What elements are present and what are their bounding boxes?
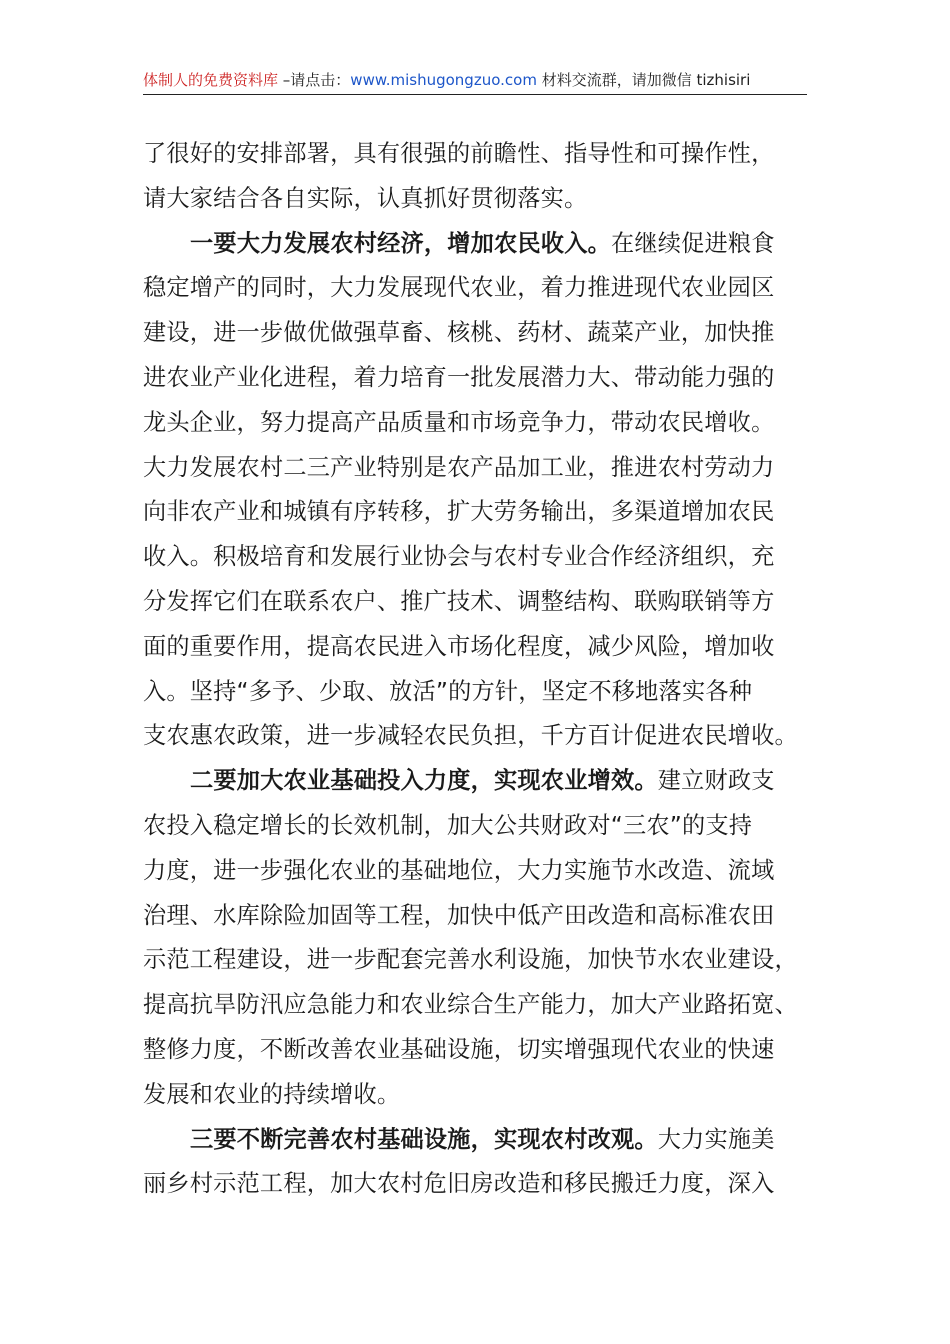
line-text: 整修力度，不断改善农业基础设施，切实增强现代农业的快速 xyxy=(143,1035,775,1063)
line-text: 稳定增产的同时，大力发展现代农业，着力推进现代农业园区 xyxy=(143,274,775,302)
line-text: 在继续促进粮食 xyxy=(610,229,775,257)
text-line xyxy=(143,849,811,894)
line-text: 支农惠农政策，进一步减轻农民负担，千方百计促进农民增收。 xyxy=(143,722,798,750)
text-line xyxy=(143,983,811,1028)
line-text: 龙头企业，努力提高产品质量和市场竞争力，带动农民增收。 xyxy=(143,408,775,436)
text-line xyxy=(143,1073,811,1118)
text-line xyxy=(143,401,811,446)
line-text: 治理、水库除险加固等工程，加快中低产田改造和高标准农田 xyxy=(143,901,775,929)
section-heading: 一要大力发展农村经济，增加农民收入。 xyxy=(190,229,611,257)
text-line xyxy=(143,714,811,759)
text-line xyxy=(143,1162,811,1207)
line-text: 建设，进一步做优做强草畜、核桃、药材、蔬菜产业，加快推 xyxy=(143,319,775,347)
line-text: 农投入稳定增长的长效机制，加大公共财政对“三农”的支持 xyxy=(143,811,753,839)
line-text: 大力实施美 xyxy=(657,1125,775,1153)
text-line xyxy=(143,625,811,670)
text-line xyxy=(143,311,811,356)
document-body xyxy=(143,132,811,1207)
text-line xyxy=(143,356,811,401)
line-text: 示范工程建设，进一步配套完善水利设施，加快节水农业建设， xyxy=(143,946,798,974)
line-text: 分发挥它们在联系农户、推广技术、调整结构、联购联销等方 xyxy=(143,587,775,615)
text-line xyxy=(143,759,811,804)
text-line xyxy=(143,580,811,625)
line-text: 丽乡村示范工程，加大农村危旧房改造和移民搬迁力度，深入 xyxy=(143,1170,775,1198)
text-line xyxy=(143,266,811,311)
line-text: 面的重要作用，提高农民进入市场化程度，减少风险，增加收 xyxy=(143,632,775,660)
text-line xyxy=(143,132,811,177)
line-text: 建立财政支 xyxy=(657,767,775,795)
text-line xyxy=(143,177,811,222)
text-line xyxy=(143,1118,811,1163)
text-line xyxy=(143,804,811,849)
text-line xyxy=(143,446,811,491)
section-heading: 三要不断完善农村基础设施，实现农村改观。 xyxy=(190,1125,658,1153)
line-text: 发展和农业的持续增收。 xyxy=(143,1080,401,1108)
text-line xyxy=(143,490,811,535)
text-line xyxy=(143,222,811,267)
line-text: 请大家结合各自实际，认真抓好贯彻落实。 xyxy=(143,184,588,212)
text-line xyxy=(143,1028,811,1073)
line-text: 大力发展农村二三产业特别是农产品加工业，推进农村劳动力 xyxy=(143,453,775,481)
header-website-link[interactable]: www.mishugongzuo.com xyxy=(350,71,537,89)
line-text: 向非农产业和城镇有序转移，扩大劳务输出，多渠道增加农民 xyxy=(143,498,775,526)
text-line xyxy=(143,535,811,580)
text-line xyxy=(143,894,811,939)
line-text: 了很好的安排部署，具有很强的前瞻性、指导性和可操作性， xyxy=(143,140,775,167)
header-prefix: –请点击： xyxy=(278,71,351,89)
text-line xyxy=(143,938,811,983)
line-text: 力度，进一步强化农业的基础地位，大力实施节水改造、流域 xyxy=(143,856,775,884)
page-header xyxy=(143,68,807,95)
header-suffix: 材料交流群，请加微信 tizhisiri xyxy=(536,71,751,89)
text-line xyxy=(143,670,811,715)
section-heading: 二要加大农业基础投入力度，实现农业增效。 xyxy=(190,767,658,795)
header-brand: 体制人的免费资料库 xyxy=(143,71,279,89)
line-text: 提高抗旱防汛应急能力和农业综合生产能力，加大产业路拓宽、 xyxy=(143,991,798,1019)
line-text: 收入。积极培育和发展行业协会与农村专业合作经济组织，充 xyxy=(143,543,775,571)
line-text: 入。坚持“多予、少取、放活”的方针，坚定不移地落实各种 xyxy=(143,677,753,705)
line-text: 进农业产业化进程，着力培育一批发展潜力大、带动能力强的 xyxy=(143,363,775,391)
